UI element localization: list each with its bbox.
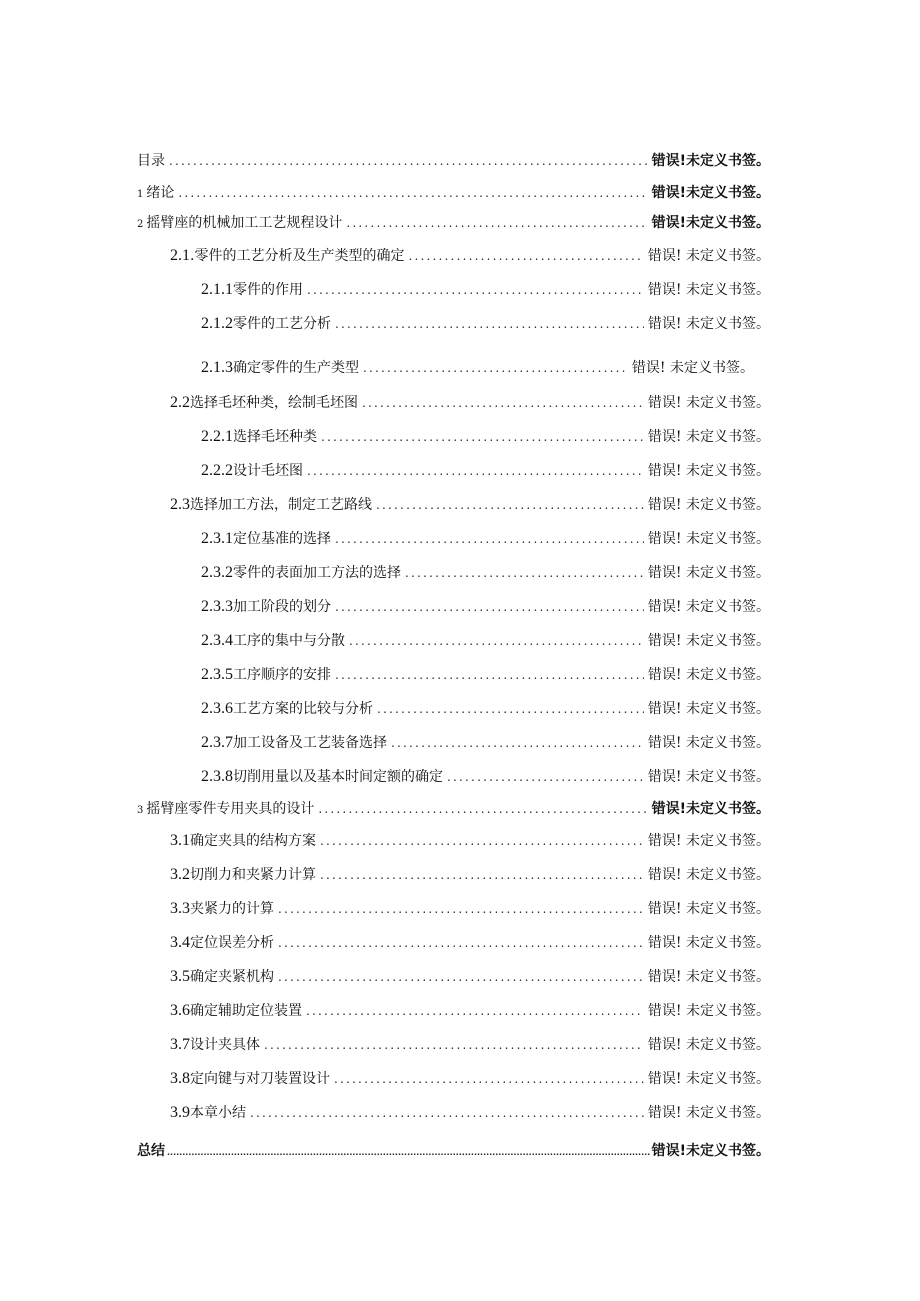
toc-entry-3-4[interactable]	[170, 932, 770, 956]
toc-entry-number: 3	[137, 805, 144, 816]
toc-entry-label: 工序的集中与分散	[233, 633, 345, 649]
toc-leader-dots	[307, 283, 644, 297]
toc-entry-label: 设计毛坯图	[233, 463, 303, 479]
toc-entry-number: 3.8	[170, 1070, 190, 1087]
toc-entry-label: 确定夹紧机构	[190, 969, 274, 985]
toc-entry-number: 2.3.7	[201, 734, 233, 751]
toc-entry-3-8[interactable]	[170, 1068, 770, 1092]
toc-leader-dots	[278, 970, 644, 984]
toc-entry-number: 3.6	[170, 1002, 190, 1019]
toc-entry-page: 错误! 未定义书签。	[647, 1071, 770, 1087]
toc-entry-label: 定位误差分析	[190, 935, 274, 951]
toc-entry-number: 2.3.4	[201, 632, 233, 649]
toc-entry-number: 2	[137, 219, 144, 230]
toc-entry-label: 加工阶段的划分	[233, 599, 331, 615]
toc-leader-dots	[377, 702, 644, 716]
toc-entry-label: 加工设备及工艺装备选择	[233, 735, 387, 751]
toc-entry-page: 错误! 未定义书签。	[647, 833, 770, 849]
toc-entry-page: 错误!未定义书签。	[651, 1143, 770, 1159]
toc-entry-number: 2.3.6	[201, 700, 233, 717]
toc-entry-label: 定位基准的选择	[233, 531, 331, 547]
toc-leader-dots	[167, 1148, 650, 1157]
toc-leader-dots	[362, 396, 644, 410]
toc-entry-3-5[interactable]	[170, 966, 770, 990]
toc-entry-number: 2.2.1	[201, 428, 233, 445]
toc-entry-number: 2.3.5	[201, 666, 233, 683]
toc-entry-3-2[interactable]	[170, 864, 770, 888]
toc-entry-number: 2.1.3	[201, 359, 233, 376]
toc-entry-label: 选择毛坯种类	[233, 429, 317, 445]
toc-entry-page: 错误! 未定义书签。	[647, 282, 770, 298]
toc-entry-page: 错误! 未定义书签。	[647, 1037, 770, 1053]
toc-entry-2-3-6[interactable]	[201, 698, 770, 722]
toc-entry-number: 2.1.1	[201, 281, 233, 298]
toc-entry-label: 确定夹具的结构方案	[190, 833, 316, 849]
toc-entry-number: 3.1	[170, 832, 190, 849]
toc-entry-label: 零件的作用	[233, 282, 303, 298]
toc-entry-page: 错误! 未定义书签。	[647, 531, 770, 547]
toc-entry-contents[interactable]	[137, 150, 770, 174]
toc-entry-label: 选择加工方法，制定工艺路线	[190, 497, 372, 513]
toc-entry-page: 错误!未定义书签。	[651, 801, 770, 817]
toc-entry-page: 错误! 未定义书签。	[647, 1105, 770, 1121]
toc-leader-dots	[169, 154, 648, 168]
toc-entry-label: 总结	[137, 1143, 165, 1159]
toc-entry-2-3-2[interactable]	[201, 562, 770, 586]
toc-entry-page: 错误! 未定义书签。	[647, 429, 770, 445]
toc-entry-label: 切削力和夹紧力计算	[190, 867, 316, 883]
toc-entry-2-1-2[interactable]	[201, 313, 770, 337]
toc-entry-number: 2.3	[170, 496, 190, 513]
toc-entry-page: 错误! 未定义书签。	[647, 316, 770, 332]
toc-leader-dots	[320, 834, 644, 848]
toc-entry-3-6[interactable]	[170, 1000, 770, 1024]
toc-entry-3-1[interactable]	[170, 830, 770, 854]
toc-leader-dots	[335, 532, 644, 546]
toc-entry-label: 绪论	[146, 185, 175, 201]
toc-entry-2-3[interactable]	[170, 494, 770, 518]
toc-entry-number: 2.3.8	[201, 768, 233, 785]
toc-leader-dots	[278, 902, 644, 916]
toc-entry-label: 确定辅助定位装置	[190, 1003, 302, 1019]
toc-leader-dots	[405, 566, 644, 580]
toc-entry-label: 工序顺序的安排	[233, 667, 331, 683]
toc-entry-number: 2.3.1	[201, 530, 233, 547]
toc-entry-number: 2.2	[170, 394, 190, 411]
toc-entry-number: 2.1.2	[201, 315, 233, 332]
toc-entry-page: 错误! 未定义书签。	[631, 360, 754, 376]
toc-entry-page: 错误! 未定义书签。	[647, 497, 770, 513]
toc-entry-label: 工艺方案的比较与分析	[233, 701, 373, 717]
toc-leader-dots	[278, 936, 644, 950]
toc-entry-number: 3.3	[170, 900, 190, 917]
toc-leader-dots	[447, 770, 644, 784]
toc-entry-page: 错误! 未定义书签。	[647, 1003, 770, 1019]
toc-entry-3-9[interactable]	[170, 1102, 770, 1126]
toc-entry-label: 切削用量以及基本时间定额的确定	[233, 769, 443, 785]
toc-entry-number: 1	[137, 189, 144, 200]
toc-leader-dots	[318, 802, 647, 816]
toc-entry-2-2-1[interactable]	[201, 426, 770, 450]
toc-entry-label: 零件的工艺分析	[233, 316, 331, 332]
toc-entry-page: 错误! 未定义书签。	[647, 565, 770, 581]
toc-entry-3-3[interactable]	[170, 898, 770, 922]
toc-entry-number: 2.1	[170, 247, 190, 264]
toc-leader-dots	[335, 668, 644, 682]
toc-entry-label: 选择毛坯种类，绘制毛坯图	[190, 395, 358, 411]
toc-entry-3-7[interactable]	[170, 1034, 770, 1058]
toc-entry-page: 错误! 未定义书签。	[647, 463, 770, 479]
toc-entry-page: 错误!未定义书签。	[651, 153, 770, 169]
toc-leader-dots	[321, 430, 644, 444]
toc-entry-2-3-8[interactable]	[201, 766, 770, 790]
toc-entry-page: 错误! 未定义书签。	[647, 599, 770, 615]
toc-entry-number: 3.4	[170, 934, 190, 951]
toc-entry-number: 2.2.2	[201, 462, 233, 479]
toc-entry-2-2[interactable]	[170, 392, 770, 416]
toc-leader-dots	[178, 186, 647, 200]
toc-entry-2-1-1[interactable]	[201, 279, 770, 303]
toc-entry-page: 错误! 未定义书签。	[647, 867, 770, 883]
toc-entry-page: 错误! 未定义书签。	[647, 701, 770, 717]
toc-entry-page: 错误! 未定义书签。	[647, 735, 770, 751]
toc-entry-2-3-7[interactable]	[201, 732, 770, 756]
toc-entry-label: 定向键与对刀装置设计	[190, 1071, 330, 1087]
toc-entry-2-2-2[interactable]	[201, 460, 770, 484]
toc-entry-label: 夹紧力的计算	[190, 901, 274, 917]
toc-leader-dots	[307, 464, 644, 478]
toc-entry-page: 错误! 未定义书签。	[647, 935, 770, 951]
toc-entry-page: 错误! 未定义书签。	[647, 395, 770, 411]
toc-entry-2-3-1[interactable]	[201, 528, 770, 552]
toc-entry-2-1[interactable]	[170, 245, 770, 269]
toc-entry-page: 错误!未定义书签。	[651, 185, 770, 201]
toc-entry-number: 2.3.3	[201, 598, 233, 615]
toc-entry-page: 错误! 未定义书签。	[647, 667, 770, 683]
toc-entry-label: 零件的表面加工方法的选择	[233, 565, 401, 581]
toc-entry-ch1[interactable]	[137, 182, 770, 206]
toc-entry-label: 摇臂座零件专用夹具的设计	[146, 801, 315, 817]
toc-entry-page: 错误! 未定义书签。	[647, 769, 770, 785]
toc-leader-dots	[376, 498, 644, 512]
toc-leader-dots	[250, 1106, 644, 1120]
toc-leader-dots	[363, 361, 628, 375]
toc-leader-dots	[391, 736, 644, 750]
toc-entry-2-3-3[interactable]	[201, 596, 770, 620]
toc-entry-number: 3.5	[170, 968, 190, 985]
toc-entry-label: .零件的工艺分析及生产类型的确定	[190, 248, 405, 264]
toc-entry-number: 3.9	[170, 1104, 190, 1121]
toc-entry-label: 设计夹具体	[190, 1037, 260, 1053]
toc-entry-page: 错误! 未定义书签。	[647, 969, 770, 985]
toc-leader-dots	[306, 1004, 644, 1018]
toc-entry-number: 3.2	[170, 866, 190, 883]
toc-entry-2-3-5[interactable]	[201, 664, 770, 688]
toc-entry-number: 3.7	[170, 1036, 190, 1053]
toc-entry-ch2[interactable]	[137, 212, 770, 236]
toc-entry-label: 目录	[137, 153, 165, 169]
toc-entry-number: 2.3.2	[201, 564, 233, 581]
toc-entry-page: 错误!未定义书签。	[651, 215, 770, 231]
toc-entry-label: 确定零件的生产类型	[233, 360, 359, 376]
toc-leader-dots	[264, 1038, 644, 1052]
toc-entry-label: 摇臂座的机械加工工艺规程设计	[146, 215, 343, 231]
toc-entry-label: 本章小结	[190, 1105, 246, 1121]
toc-leader-dots	[335, 600, 644, 614]
toc-entry-summary[interactable]	[137, 1140, 770, 1164]
toc-leader-dots	[334, 1072, 644, 1086]
toc-leader-dots	[346, 216, 647, 230]
toc-entry-ch3[interactable]	[137, 798, 770, 822]
toc-leader-dots	[408, 249, 643, 263]
toc-leader-dots	[349, 634, 644, 648]
toc-entry-page: 错误! 未定义书签。	[647, 901, 770, 917]
toc-leader-dots	[335, 317, 644, 331]
toc-entry-2-3-4[interactable]	[201, 630, 770, 654]
toc-leader-dots	[320, 868, 644, 882]
toc-entry-page: 错误! 未定义书签。	[647, 248, 770, 264]
toc-entry-page: 错误! 未定义书签。	[647, 633, 770, 649]
toc-entry-2-1-3[interactable]	[201, 357, 754, 381]
